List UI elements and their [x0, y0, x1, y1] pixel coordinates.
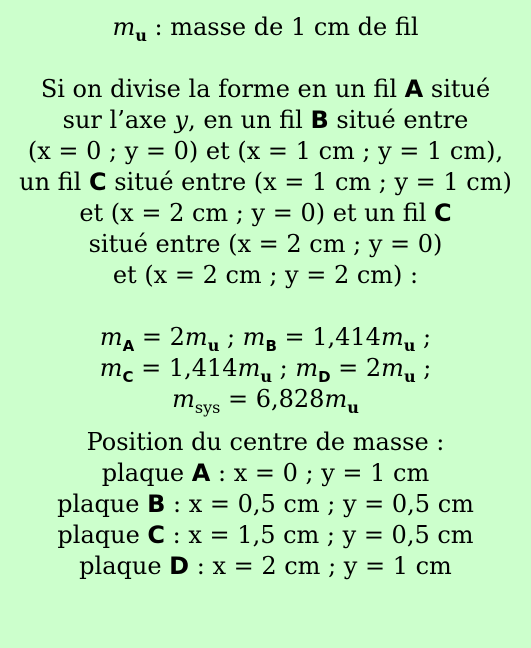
paragraph-line-5: et (x = 2 cm ; y = 0) et un fil C [79, 199, 452, 227]
subscript-sys: sys [194, 398, 221, 417]
decomposition-paragraph [0, 74, 531, 291]
mass-line-3: $m_{sys} = 6,828m_u$ [172, 385, 359, 417]
plate-row: plaque C : x = 1,5 cm ; y = 0,5 cm [57, 521, 474, 549]
paragraph-line-4: un fil C situé entre (x = 1 cm ; y = 1 cm) [19, 168, 512, 196]
paragraph-line-2: sur l’axe y, en un fil B situé entre [62, 106, 469, 134]
mass-line-2: $m_C = 1,414m_u$ ; $m_D = 2m_u$ ; [99, 354, 432, 386]
mu-definition-text: : masse de 1 cm de fil [154, 13, 419, 41]
subscript-u: u [135, 26, 147, 45]
paragraph-line-3: (x = 0 ; y = 0) et (x = 1 cm ; y = 1 cm), [27, 137, 504, 165]
label-C-second: C [434, 199, 452, 227]
paragraph-line-7: et (x = 2 cm ; y = 2 cm) : [112, 261, 419, 289]
paragraph-line-1: Si on divise la forme en un fil A situé [40, 75, 491, 103]
plate-row: plaque D : x = 2 cm ; y = 1 cm [79, 552, 452, 580]
plate-row: plaque A : x = 0 ; y = 1 cm [101, 459, 430, 487]
mass-equations [0, 322, 531, 415]
label-A: A [404, 75, 424, 103]
plate-row: plaque B : x = 0,5 cm ; y = 0,5 cm [57, 490, 474, 518]
section-title: Position du centre de masse : [86, 428, 445, 456]
symbol-m: m [112, 13, 136, 41]
paragraph-line-6: situé entre (x = 2 cm ; y = 0) [88, 230, 443, 258]
mass-line-1: $m_A = 2m_u$ ; $m_B = 1,414m_u$ ; [99, 323, 432, 355]
center-of-mass-section [0, 427, 531, 582]
label-C: C [88, 168, 107, 196]
mu-definition [0, 12, 531, 43]
label-B: B [310, 106, 329, 134]
